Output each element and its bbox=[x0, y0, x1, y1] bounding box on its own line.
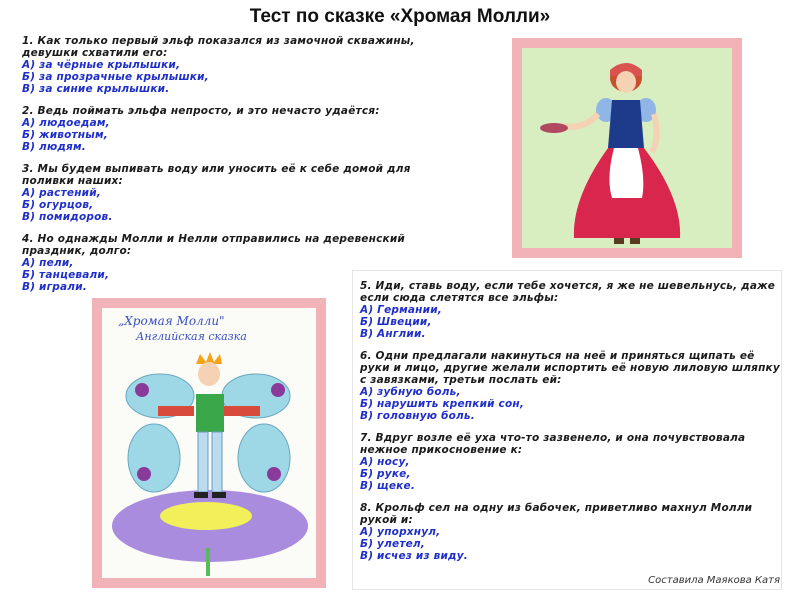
answer-option: А) пели, bbox=[22, 257, 74, 269]
girl-illustration bbox=[522, 48, 732, 248]
answer-option: А) носу, bbox=[360, 456, 410, 468]
question-text: 3. Мы будем выпивать воду или уносить её к себе домой для поливки наших: bbox=[22, 163, 411, 187]
answer-option: В) играли. bbox=[22, 281, 87, 293]
drawing-caption-title: „Хромая Молли" bbox=[118, 314, 225, 328]
answer-option: Б) нарушить крепкий сон, bbox=[360, 398, 525, 410]
question-8 bbox=[360, 502, 780, 562]
answer-option: В) исчез из виду. bbox=[360, 550, 468, 562]
question-1 bbox=[22, 35, 417, 95]
answer-option: В) людям. bbox=[22, 141, 86, 153]
question-text: 2. Ведь поймать эльфа непросто, и это нечасто удаётся: bbox=[22, 105, 380, 117]
question-3 bbox=[22, 163, 417, 223]
elf-drawing-icon bbox=[102, 308, 316, 578]
author-signature: Составила Маякова Катя bbox=[648, 575, 780, 586]
question-text: 7. Вдруг возле её уха что-то зазвенело, и она почувствовала нежное прикосновение к: bbox=[360, 432, 746, 456]
question-text: 5. Иди, ставь воду, если тебе хочется, я же не шевельнусь, даже если сюда слетятся все эльфы: bbox=[360, 280, 776, 304]
answer-option: А) растений, bbox=[22, 187, 101, 199]
answer-option: Б) Швеции, bbox=[360, 316, 432, 328]
girl-drawing-icon bbox=[522, 48, 732, 248]
answer-option: Б) танцевали, bbox=[22, 269, 110, 281]
girl-illustration-frame bbox=[512, 38, 742, 258]
questions-left bbox=[22, 35, 417, 303]
question-text: 8. Крольф сел на одну из бабочек, приветливо махнул Молли рукой и: bbox=[360, 502, 753, 526]
elf-illustration-frame bbox=[92, 298, 326, 588]
answer-option: Б) улетел, bbox=[360, 538, 425, 550]
question-5 bbox=[360, 280, 780, 340]
answer-option: А) Германии, bbox=[360, 304, 442, 316]
question-text: 4. Но однажды Молли и Нелли отправились на деревенский праздник, долго: bbox=[22, 233, 405, 257]
question-2 bbox=[22, 105, 417, 153]
elf-illustration bbox=[102, 308, 316, 578]
answer-option: В) головную боль. bbox=[360, 410, 475, 422]
question-6 bbox=[360, 350, 780, 422]
answer-option: Б) руке, bbox=[360, 468, 411, 480]
questions-right bbox=[360, 280, 780, 572]
answer-option: Б) огурцов, bbox=[22, 199, 94, 211]
question-text: 6. Одни предлагали накинуться на неё и приняться щипать её руки и лицо, другие желали испортить её новую лиловую шляпку с завязками, третьи послать ей: bbox=[360, 350, 780, 386]
answer-option: А) людоедам, bbox=[22, 117, 110, 129]
answer-option: Б) за прозрачные крылышки, bbox=[22, 71, 209, 83]
answer-option: А) зубную боль, bbox=[360, 386, 461, 398]
answer-option: В) Англии. bbox=[360, 328, 426, 340]
question-text: 1. Как только первый эльф показался из замочной скважины, девушки схватили его: bbox=[22, 35, 415, 59]
answer-option: В) за синие крылышки. bbox=[22, 83, 170, 95]
drawing-caption-subtitle: Английская сказка bbox=[136, 330, 247, 343]
answer-option: А) упорхнул, bbox=[360, 526, 441, 538]
answer-option: А) за чёрные крылышки, bbox=[22, 59, 181, 71]
answer-option: В) щеке. bbox=[360, 480, 416, 492]
page-title: Тест по сказке «Хромая Молли» bbox=[249, 6, 551, 27]
question-7 bbox=[360, 432, 780, 492]
answer-option: В) помидоров. bbox=[22, 211, 113, 223]
answer-option: Б) животным, bbox=[22, 129, 108, 141]
